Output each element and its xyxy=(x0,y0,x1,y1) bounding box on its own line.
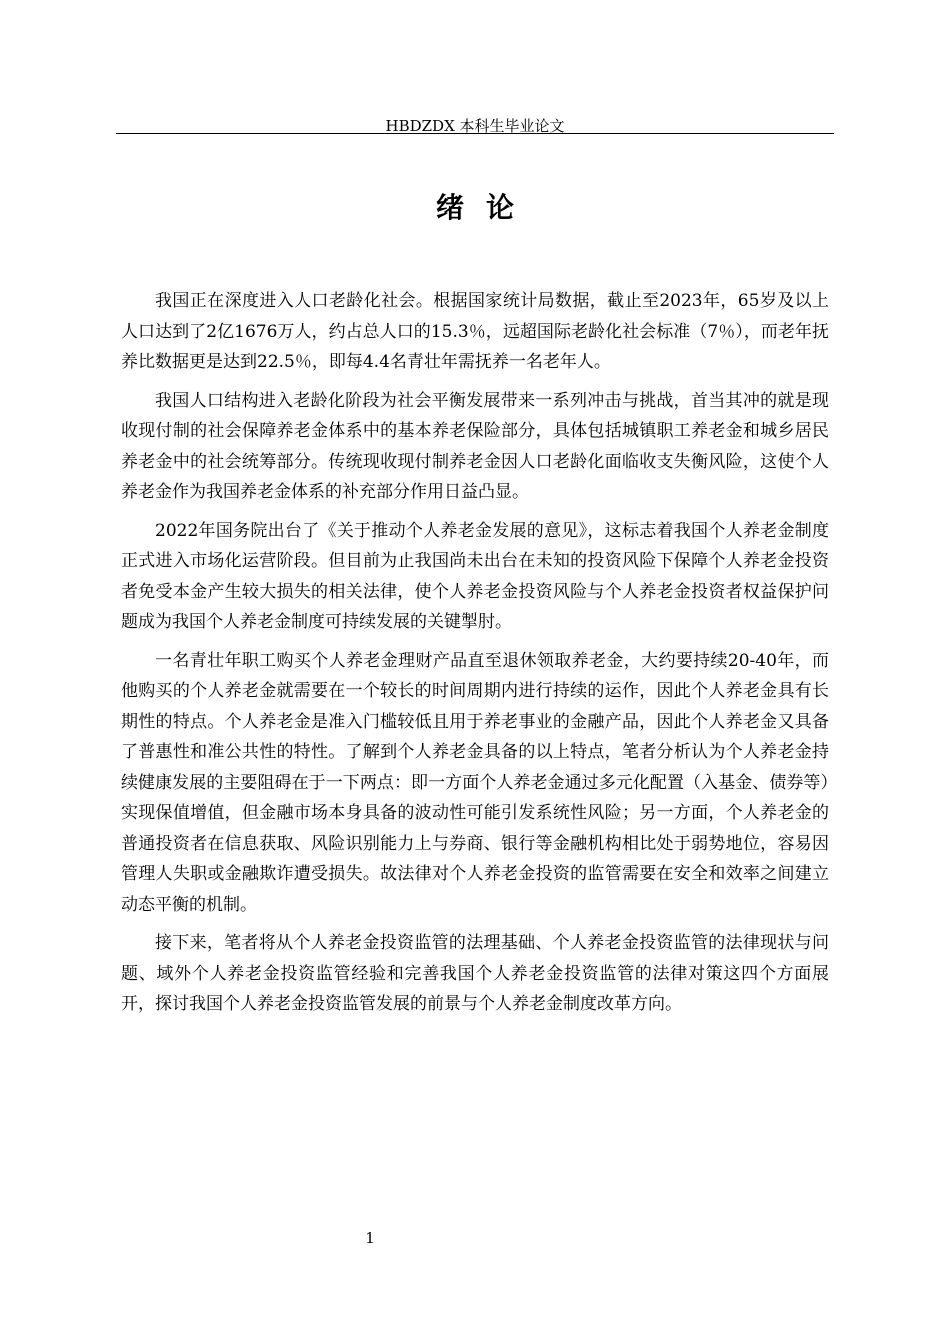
paragraph-3: 2022年国务院出台了《关于推动个人养老金发展的意见》，这标志着我国个人养老金制度正式进入市场化运营阶段。但目前为止我国尚未出台在未知的投资风险下保障个人养老金投资者免受本金产生较大损失的相关法律，使个人养老金投资风险与个人养老金投资者权益保护问题成为我国个人养老金制度可持续发展的关键掣肘。 xyxy=(121,520,829,632)
chapter-title: 绪论 xyxy=(435,191,536,224)
paragraph-4: 一名青壮年职工购买个人养老金理财产品直至退休领取养老金，大约要持续20-40年，而他购买的个人养老金就需要在一个较长的时间周期内进行持续的运作，因此个人养老金具有长期性的特点。个人养老金是准入门槛较低且用于养老事业的金融产品，因此个人养老金又具备了普惠性和准公共性的特性。了解到个人养老金具备的以上特点，笔者分析认为个人养老金持续健康发展的主要阻碍在于一下两点：即一方面个人养老金通过多元化配置（入基金、债券等）实现保值增值，但金融市场本身具备的波动性可能引发系统性风险；另一方面，个人养老金的普通投资者在信息获取、风险识别能力上与券商、银行等金融机构相比处于弱势地位，容易因管理人失职或金融欺诈遭受损失。故法律对个人养老金投资的监管需要在安全和效率之间建立动态平衡的机制。 xyxy=(121,650,829,915)
page-number: 1 xyxy=(365,1229,375,1247)
paragraph-5: 接下来，笔者将从个人养老金投资监管的法理基础、个人养老金投资监管的法律现状与问题、域外个人养老金投资监管经验和完善我国个人养老金投资监管的法律对策这四个方面展开，探讨我国个人养老金投资监管发展的前景与个人养老金制度改革方向。 xyxy=(121,933,829,1014)
header-rule xyxy=(116,133,834,134)
paragraph-1: 我国正在深度进入人口老龄化社会。根据国家统计局数据，截止至2023年，65岁及以上人口达到了2亿1676万人，约占总人口的15.3％，远超国际老龄化社会标准（7％），而老年抚养比数据更是达到22.5％，即每4.4名青壮年需抚养一名老年人。 xyxy=(121,291,829,372)
body-text xyxy=(121,286,829,1028)
running-header: HBDZDX 本科生毕业论文 xyxy=(385,117,565,135)
paragraph-2: 我国人口结构进入老龄化阶段为社会平衡发展带来一系列冲击与挑战，首当其冲的就是现收现付制的社会保障养老金体系中的基本养老保险部分，具体包括城镇职工养老金和城乡居民养老金中的社会统筹部分。传统现收现付制养老金因人口老龄化面临收支失衡风险，这使个人养老金作为我国养老金体系的补充部分作用日益凸显。 xyxy=(121,390,829,502)
